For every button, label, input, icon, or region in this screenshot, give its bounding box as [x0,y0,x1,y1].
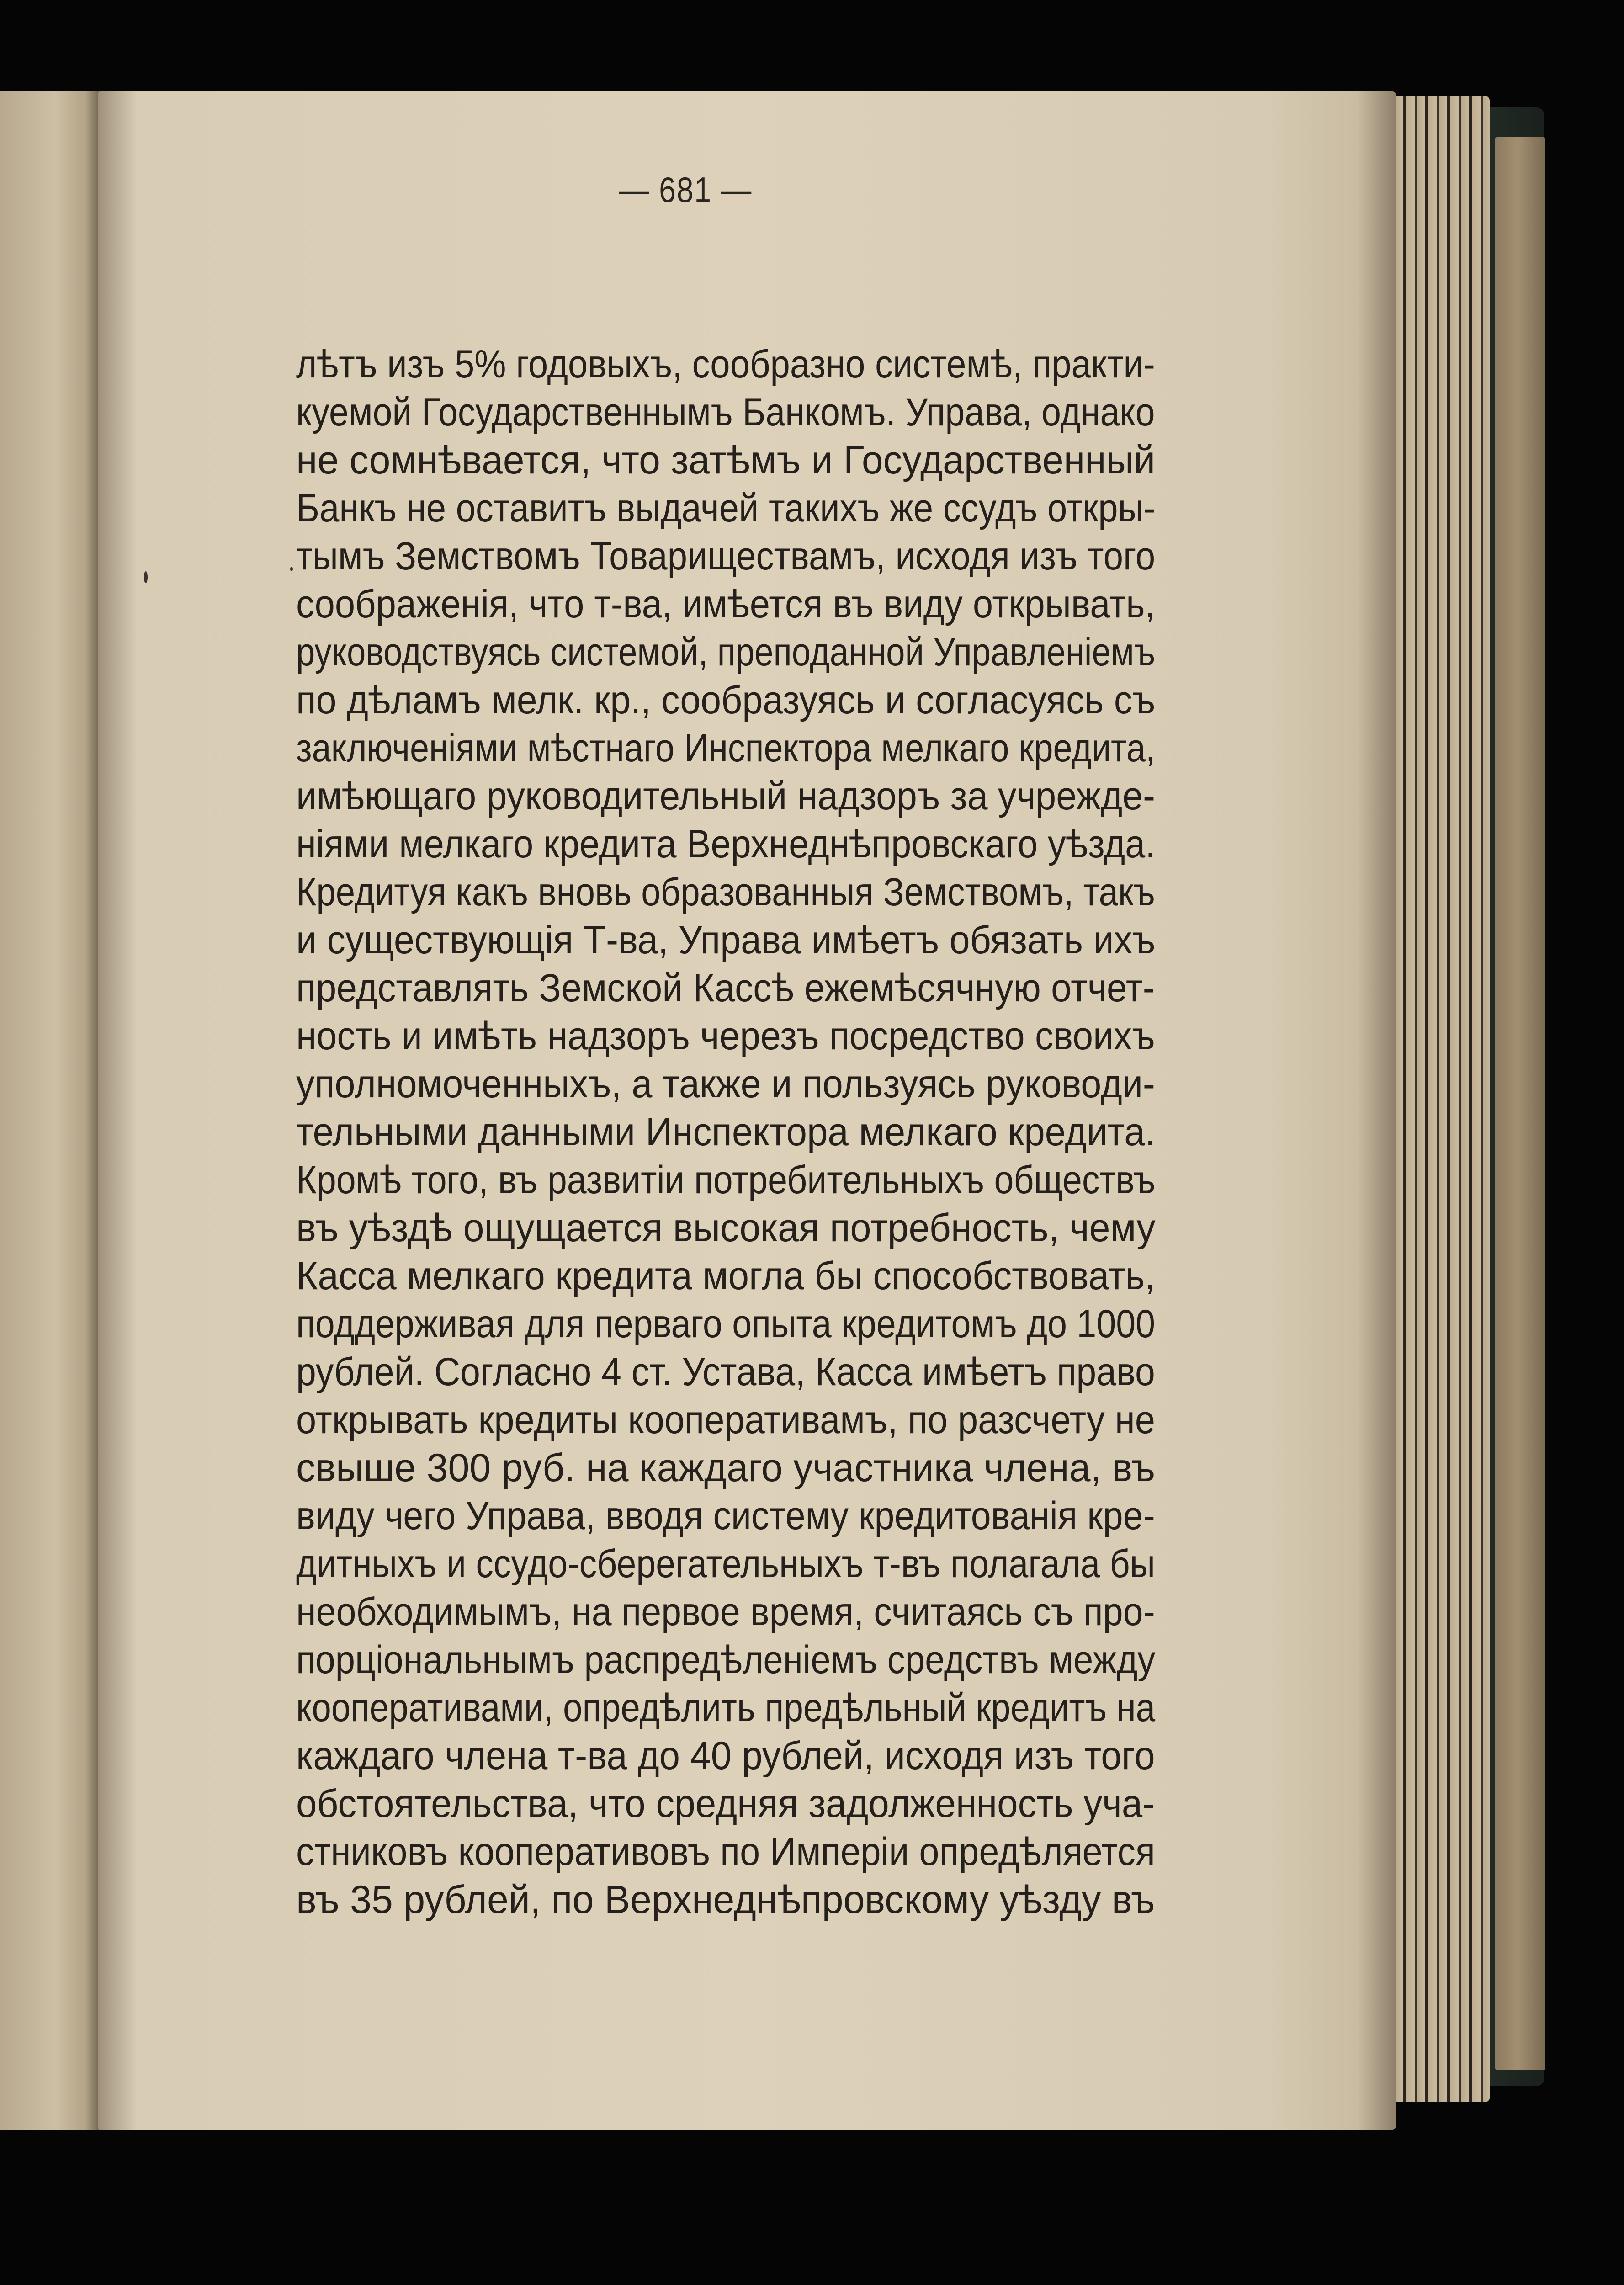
text-line: заключеніями мѣстнаго Инспектора мелкаго кредита, [296,726,1155,770]
text-line: въ 35 рублей, по Верхнеднѣпровскому уѣзду въ [296,1878,1155,1922]
text-line: представлять Земской Кассѣ ежемѣсячную отчет- [296,966,1155,1010]
left-facing-page [0,91,101,2130]
text-line: свыше 300 руб. на каждаго участника члена, въ [296,1446,1156,1490]
page-number: — 681 — [619,170,752,210]
text-line: порціональнымъ распредѣленіемъ средствъ между [296,1638,1156,1682]
ink-speck [144,571,148,583]
text-line: соображенія, что т-ва, имѣется въ виду открывать, [296,582,1155,626]
text-line: руководствуясь системой, преподанной Управленіемъ [296,630,1156,674]
text-line: уполномоченныхъ, а также и пользуясь руководи- [296,1062,1155,1106]
ink-speck [290,567,293,571]
text-line: стниковъ кооперативовъ по Имперіи опредѣляется [296,1830,1155,1874]
text-line: Банкъ не оставитъ выдачей такихъ же ссудъ откры- [296,486,1156,530]
text-line: виду чего Управа, вводя систему кредитованія кре- [296,1494,1155,1538]
text-line: и существующія Т-ва, Управа имѣетъ обязать ихъ [296,918,1156,962]
text-line: тымъ Земствомъ Товариществамъ, исходя изъ того [296,534,1156,578]
text-line: по дѣламъ мелк. кр., сообразуясь и согласуясь съ [296,678,1156,722]
page-text [296,340,1155,1924]
text-line: обстоятельства, что средняя задолженность уча- [296,1782,1155,1826]
text-line: рублей. Согласно 4 ст. Устава, Касса имѣетъ право [296,1350,1155,1394]
text-line: необходимымъ, на первое время, считаясь съ про- [296,1590,1155,1634]
text-line: ность и имѣть надзоръ черезъ посредство своихъ [296,1014,1155,1058]
text-line: Касса мелкаго кредита могла бы способствовать, [296,1254,1155,1298]
text-line: тельными данными Инспектора мелкаго кредита. [296,1110,1156,1154]
text-line: ніями мелкаго кредита Верхнеднѣпровскаго уѣзда. [296,822,1156,866]
text-line: Кредитуя какъ вновь образованныя Земствомъ, такъ [296,870,1155,914]
cover-page-edge [1495,137,1545,2070]
text-line: въ уѣздѣ ощущается высокая потребность, чему [296,1206,1156,1250]
text-line: каждаго члена т-ва до 40 рублей, исходя изъ того [296,1734,1155,1778]
text-line: кооперативами, опредѣлить предѣльный кредитъ на [296,1686,1156,1730]
text-line: дитныхъ и ссудо-сберегательныхъ т-въ полагала бы [296,1542,1156,1586]
text-line: имѣющаго руководительный надзоръ за учрежде- [296,774,1155,818]
text-line: Кромѣ того, въ развитіи потребительныхъ обществъ [296,1158,1156,1202]
text-line: не сомнѣвается, что затѣмъ и Государственный [296,438,1156,482]
text-line: поддерживая для перваго опыта кредитомъ до 1000 [296,1302,1156,1346]
text-line: открывать кредиты кооперативамъ, по разсчету не [296,1398,1155,1442]
text-line: куемой Государственнымъ Банкомъ. Управа, однако [296,390,1155,434]
text-line: лѣтъ изъ 5% годовыхъ, сообразно системѣ, практи- [296,342,1155,386]
